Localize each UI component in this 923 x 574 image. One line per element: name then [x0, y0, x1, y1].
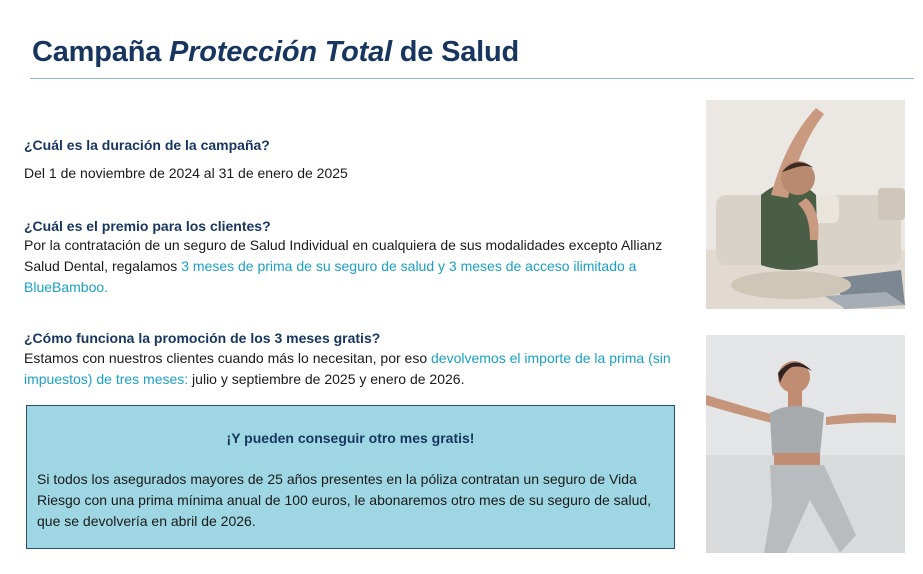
answer-promotion-text: Estamos con nuestros clientes cuando más lo necesitan, por eso — [24, 350, 431, 366]
answer-duration: Del 1 de noviembre de 2024 al 31 de enero de 2025 — [24, 165, 348, 181]
page-title — [32, 36, 519, 69]
bonus-callout-box — [26, 405, 675, 549]
answer-promotion-end: julio y septiembre de 2025 y enero de 2026. — [188, 371, 465, 387]
question-promotion: ¿Cómo funciona la promoción de los 3 meses gratis? — [24, 330, 381, 346]
answer-prize-highlight: 3 meses de prima de su seguro de salud y 3 meses de acceso ilimitado a BlueBamboo. — [24, 258, 637, 295]
title-part3: de Salud — [391, 36, 520, 68]
title-campaign-name: Protección Total — [169, 36, 392, 68]
callout-title: ¡Y pueden conseguir otro mes gratis! — [226, 430, 475, 446]
question-prize: ¿Cuál es el premio para los clientes? — [24, 218, 271, 234]
photo-man-stretching — [706, 100, 905, 309]
callout-text: Si todos los asegurados mayores de 25 años presentes en la póliza contratan un seguro de Vida Riesgo con una prima mínima anual de 100 euros, le abonaremos otro mes de su seguro de salud, que se devolvería en abril de 2026. — [37, 471, 652, 529]
title-divider — [30, 78, 914, 79]
answer-promotion — [24, 348, 689, 390]
question-duration: ¿Cuál es la duración de la campaña? — [24, 137, 270, 153]
answer-prize — [24, 235, 689, 298]
title-part1: Campaña — [32, 36, 169, 68]
answer-promotion-highlight: devolvemos el importe de la prima (sin impuestos) de tres meses: — [24, 350, 671, 387]
photo-woman-yoga — [706, 335, 905, 553]
answer-prize-text: Por la contratación de un seguro de Salud Individual en cualquiera de sus modalidades excepto Allianz Salud Dental, regalamos — [24, 237, 663, 274]
